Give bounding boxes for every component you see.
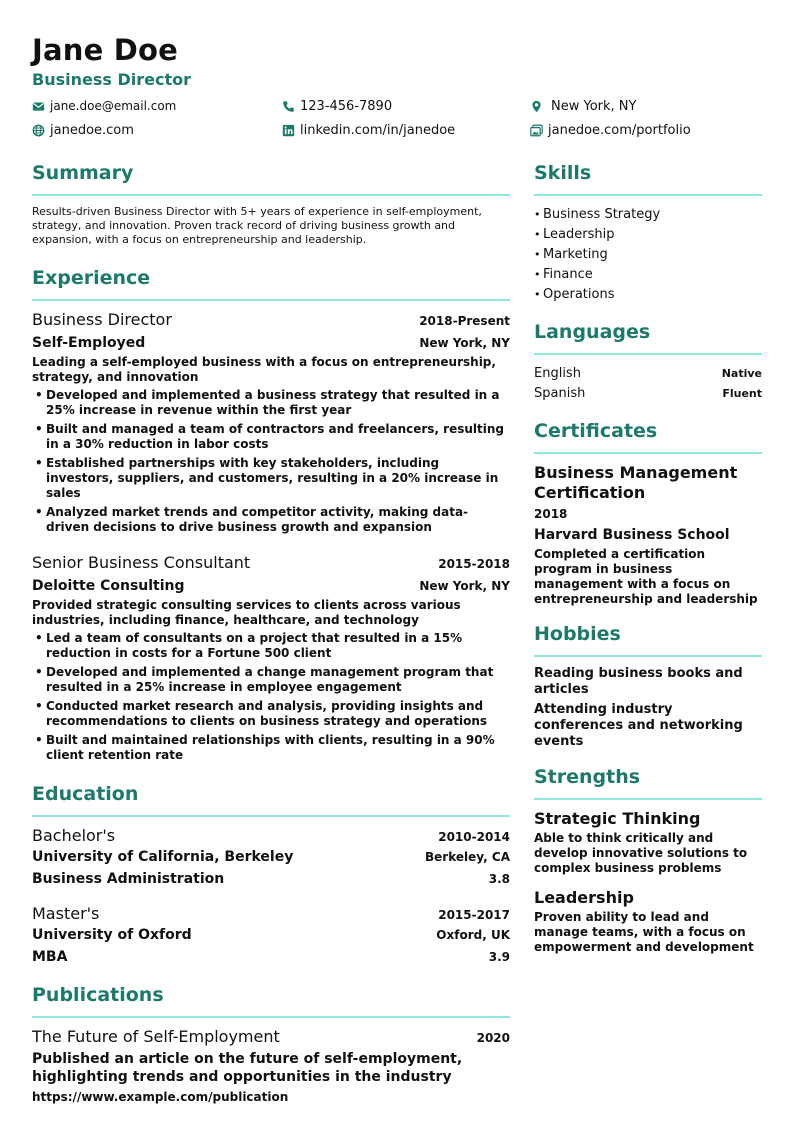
contact-linkedin-text: linkedin.com/in/janedoe: [300, 122, 456, 138]
summary-text: Results-driven Business Director with 5+ years of experience in self-employment, strategy, and innovation. Proven track record of driving business growth and expansion, with a focus on entrepreneurship and leadership.: [32, 205, 482, 246]
edu-location: Oxford, UK: [436, 928, 510, 942]
candidate-name: Jane Doe: [32, 33, 179, 67]
achievement-item: • Led a team of consultants on a project that resulted in a 15% reduction in costs for a Fortune 500 client: [32, 631, 510, 661]
job-description: Leading a self-employed business with a focus on entrepreneurship, strategy, and innovation: [32, 355, 496, 384]
achievement-item: • Built and managed a team of contractors and freelancers, resulting in a 30% reduction in labor costs: [32, 422, 510, 452]
job-location: New York, NY: [419, 336, 510, 350]
summary-heading: Summary: [32, 160, 510, 196]
publication-link[interactable]: https://www.example.com/publication: [32, 1090, 289, 1104]
globe-icon: [32, 124, 45, 137]
achievement-item: • Analyzed market trends and competitor activity, making data-driven decisions to drive business growth and expansion: [32, 505, 510, 535]
edu-school: University of California, Berkeley: [32, 849, 294, 865]
job-location: New York, NY: [419, 579, 510, 593]
edu-location: Berkeley, CA: [425, 850, 510, 864]
job-achievements: [32, 388, 510, 535]
certificate-year: 2018: [534, 507, 568, 521]
edu-date: 2010-2014: [438, 830, 510, 844]
edu-date: 2015-2017: [438, 908, 510, 922]
right-column: [534, 160, 762, 967]
contact-location-text: New York, NY: [551, 98, 637, 114]
map-pin-icon: [530, 100, 543, 113]
edu-field: MBA: [32, 949, 68, 965]
edu-school: University of Oxford: [32, 927, 192, 943]
edu-degree: Master's: [32, 904, 100, 923]
certificate-name: Business Management Certification: [534, 463, 738, 502]
contact-email[interactable]: [32, 97, 176, 115]
education-heading: Education: [32, 781, 510, 817]
education-entry: [32, 826, 510, 890]
skill-item: • Marketing: [534, 245, 762, 265]
experience-heading: Experience: [32, 265, 510, 301]
job-date: 2015-2018: [438, 557, 510, 571]
summary-section: [32, 160, 510, 247]
language-name: English: [534, 366, 581, 381]
skills-list: [534, 205, 762, 305]
edu-degree: Bachelor's: [32, 826, 116, 845]
phone-icon: [282, 100, 295, 113]
contact-phone[interactable]: [282, 97, 392, 115]
envelope-icon: [32, 100, 45, 113]
job-achievements: [32, 631, 510, 763]
job-entry: [32, 310, 510, 535]
job-company: Deloitte Consulting: [32, 578, 185, 594]
publication-description: Published an article on the future of self-employment, highlighting trends and opportunities in the industry: [32, 1051, 463, 1085]
contact-linkedin[interactable]: [282, 121, 455, 139]
languages-list: [534, 364, 762, 404]
strength-entry: [534, 809, 762, 876]
language-level: Native: [721, 367, 762, 380]
certificate-issuer: Harvard Business School: [534, 527, 730, 543]
achievement-item: • Developed and implemented a change management program that resulted in a 25% increase in employee engagement: [32, 665, 510, 695]
publication-title: The Future of Self-Employment: [32, 1027, 280, 1046]
certificates-heading: Certificates: [534, 418, 762, 454]
strength-title: Strategic Thinking: [534, 809, 701, 828]
skill-item: • Leadership: [534, 225, 762, 245]
portfolio-images-icon: [530, 124, 543, 137]
skills-heading: Skills: [534, 160, 762, 196]
achievement-item: • Established partnerships with key stakeholders, including investors, suppliers, and customers, resulting in a 20% increase in sales: [32, 456, 510, 501]
job-title: Business Director: [32, 310, 172, 329]
achievement-item: • Built and maintained relationships with clients, resulting in a 90% client retention rate: [32, 733, 510, 763]
language-level: Fluent: [722, 387, 762, 400]
languages-heading: Languages: [534, 319, 762, 355]
experience-section: [32, 265, 510, 763]
achievement-item: • Developed and implemented a business strategy that resulted in a 25% increase in revenue within the first year: [32, 388, 510, 418]
job-date: 2018-Present: [419, 314, 510, 328]
contact-website[interactable]: [32, 121, 134, 139]
job-entry: [32, 553, 510, 763]
contact-email-text: jane.doe@email.com: [50, 99, 177, 113]
language-name: Spanish: [534, 386, 586, 401]
languages-section: [534, 319, 762, 404]
education-entry: [32, 904, 510, 968]
left-column: [32, 160, 510, 1104]
hobbies-list: [534, 666, 762, 750]
publications-section: [32, 982, 510, 1104]
strength-title: Leadership: [534, 888, 634, 907]
edu-gpa: 3.8: [488, 872, 510, 886]
education-section: [32, 781, 510, 968]
skill-item: • Operations: [534, 285, 762, 305]
skill-item: • Business Strategy: [534, 205, 762, 225]
job-description: Provided strategic consulting services to clients across various industries, including finance, healthcare, and technology: [32, 598, 461, 627]
language-item: [534, 384, 762, 404]
publication-entry: [32, 1027, 510, 1104]
candidate-role: Business Director: [32, 70, 191, 89]
strength-entry: [534, 888, 762, 955]
job-company: Self-Employed: [32, 335, 146, 351]
certificate-entry: [534, 463, 762, 607]
job-title: Senior Business Consultant: [32, 553, 251, 572]
strengths-section: [534, 764, 762, 955]
certificate-description: Completed a certification program in business management with a focus on entrepreneurship and leadership: [534, 547, 758, 606]
strength-description: Proven ability to lead and manage teams, with a focus on empowerment and development: [534, 910, 754, 954]
contact-phone-text: 123-456-7890: [300, 98, 393, 114]
hobby-item: Reading business books and articles: [534, 666, 743, 697]
linkedin-icon: [282, 124, 295, 137]
skill-item: • Finance: [534, 265, 762, 285]
skills-section: [534, 160, 762, 305]
strengths-heading: Strengths: [534, 764, 762, 800]
hobby-item: Attending industry conferences and networking events: [534, 702, 743, 749]
achievement-item: • Conducted market research and analysis, providing insights and recommendations to clients on business strategy and operations: [32, 699, 510, 729]
edu-field: Business Administration: [32, 871, 225, 887]
contact-portfolio-text: janedoe.com/portfolio: [548, 122, 691, 138]
strength-description: Able to think critically and develop innovative solutions to complex business problems: [534, 831, 748, 875]
language-item: [534, 364, 762, 384]
publication-date: 2020: [476, 1031, 510, 1045]
edu-gpa: 3.9: [488, 950, 510, 964]
hobbies-heading: Hobbies: [534, 621, 762, 657]
certificates-section: [534, 418, 762, 607]
contact-website-text: janedoe.com: [50, 122, 134, 138]
contact-portfolio[interactable]: [530, 121, 691, 139]
contact-location: [530, 97, 636, 115]
publications-heading: Publications: [32, 982, 510, 1018]
hobbies-section: [534, 621, 762, 750]
